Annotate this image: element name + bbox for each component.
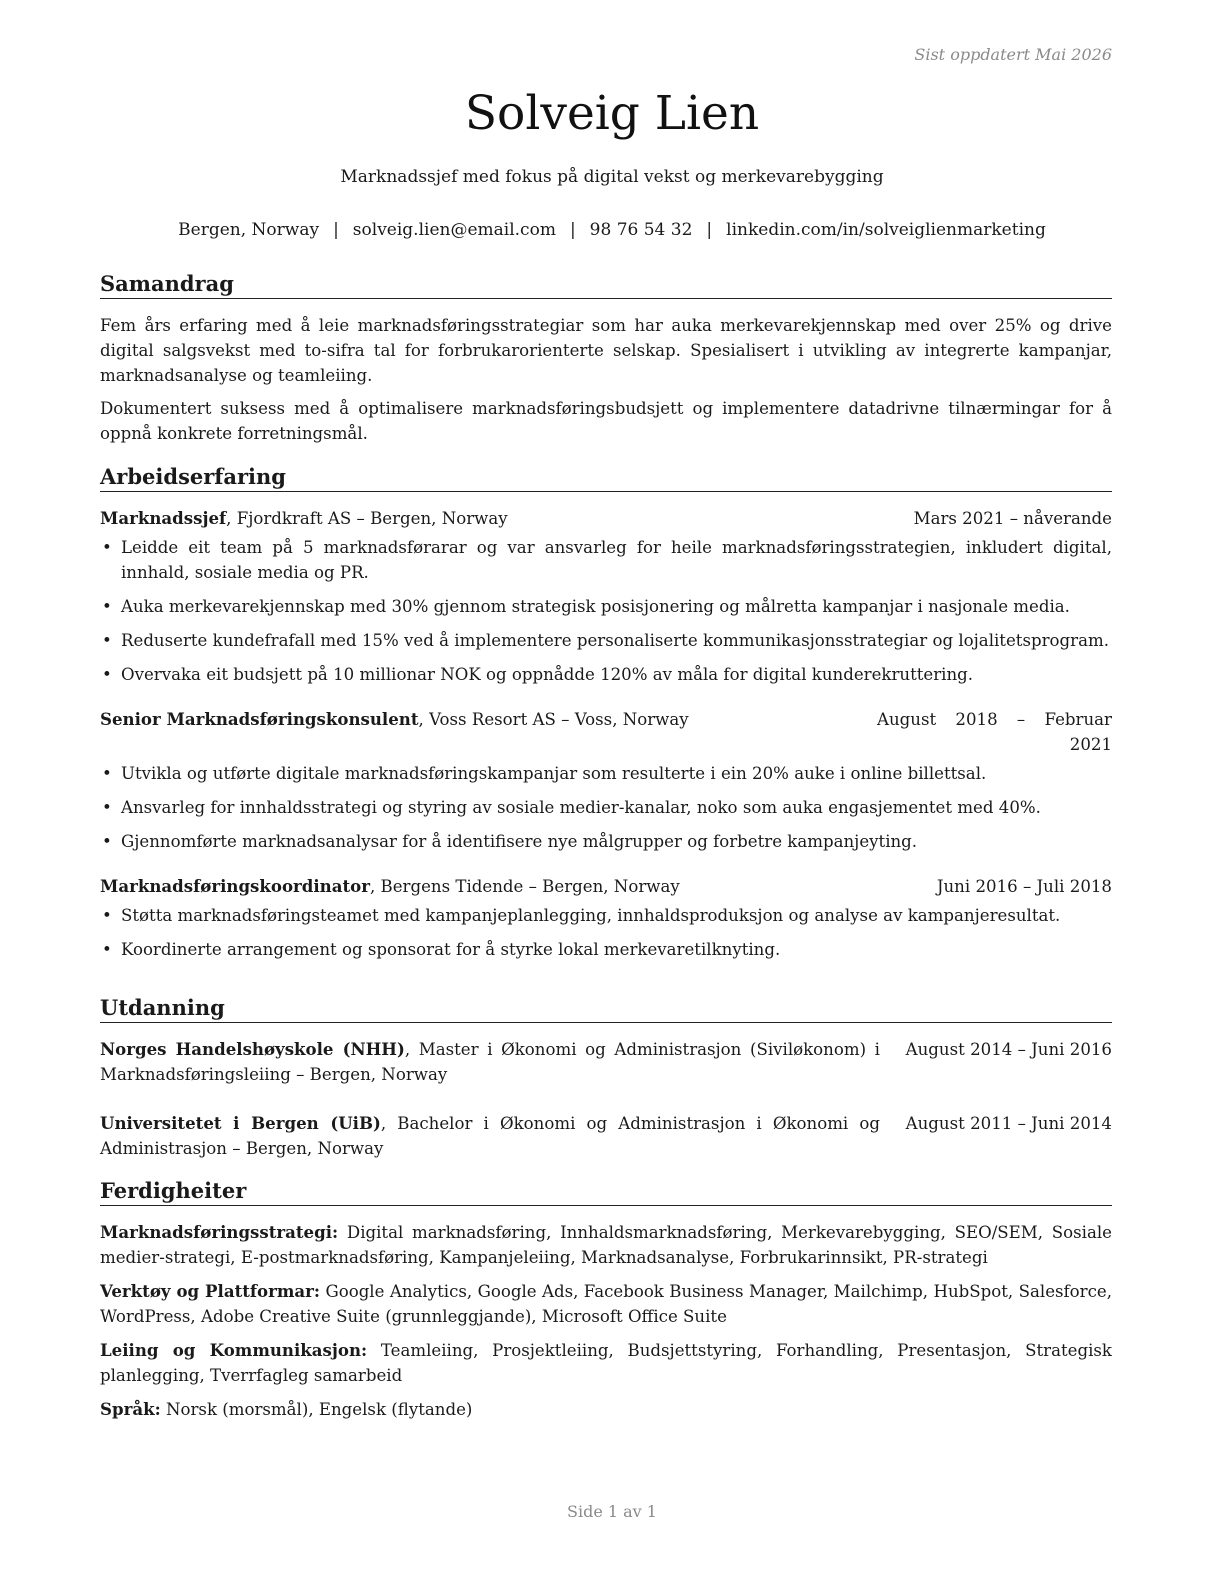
job-role: Marknadssjef	[100, 508, 227, 528]
education-entry	[100, 1111, 1112, 1161]
job-entry	[100, 874, 1112, 962]
education-section	[100, 995, 1112, 1161]
bullet-text: Utvikla og utførte digitale marknadsføringskampanjar som resulterte i ein 20% auke i online billettsal.	[121, 764, 987, 783]
bullet-text: Leidde eit team på 5 marknadsførarar og var ansvarleg for heile marknadsføringsstrategien, inkludert digital, innhald, sosiale media og PR.	[121, 538, 1112, 582]
list-item	[100, 829, 1112, 854]
bullet-text: Auka merkevarekjennskap med 30% gjennom strategisk posisjonering og målretta kampanjar i nasjonale media.	[121, 597, 1070, 616]
job-header	[100, 707, 1112, 757]
summary-paragraph: Fem års erfaring med å leie marknadsføringsstrategiar som har auka merkevarekjennskap med over 25% og drive digital salgsvekst med to-sifra tal for forbrukarorienterte selskap. Spesialisert i utvikling av integrerte kampanjar, marknadsanalyse og teamleiing.	[100, 316, 1112, 385]
skill-text: Teamleiing, Prosjektleiing, Budsjettstyring, Forhandling, Presentasjon, Strategisk planlegging, Tverrfagleg samarbeid	[100, 1341, 1112, 1385]
list-item	[100, 795, 1112, 820]
skill-group	[100, 1279, 1112, 1329]
bullet-icon: •	[102, 597, 112, 616]
job-dates: Mars 2021 – nåverande	[913, 509, 1112, 528]
job-dates	[877, 707, 1112, 757]
bullet-icon: •	[102, 631, 112, 650]
bullet-icon: •	[102, 538, 112, 557]
bullet-icon: •	[102, 906, 112, 925]
skill-group	[100, 1338, 1112, 1388]
bullet-text: Gjennomførte marknadsanalysar for å identifisere nye målgrupper og forbetre kampanjeyting.	[121, 832, 918, 851]
contact-phone: 98 76 54 32	[589, 220, 693, 240]
education-detail: , Master i Økonomi og Administrasjon (Siviløkonom) i Marknadsføringsleiing – Bergen, Norway	[100, 1040, 880, 1084]
list-item	[100, 761, 1112, 786]
education-detail: , Bachelor i Økonomi og Administrasjon i Økonomi og Administrasjon – Bergen, Norway	[100, 1114, 881, 1158]
job-bullets	[100, 903, 1112, 962]
candidate-name: Solveig Lien	[464, 86, 760, 141]
bullet-icon: •	[102, 832, 112, 851]
last-updated-note: Sist oppdatert Mai 2026	[914, 45, 1112, 64]
job-role: Marknadsføringskoordinator	[100, 876, 370, 896]
contact-separator: |	[706, 220, 713, 240]
skill-label: Verktøy og Plattformar:	[100, 1281, 321, 1301]
job-dates: Juni 2016 – Juli 2018	[936, 877, 1112, 896]
job-role: Senior Marknadsføringskonsulent	[100, 709, 419, 729]
contact-linkedin[interactable]: linkedin.com/in/solveiglienmarketing	[726, 220, 1046, 240]
bullet-text: Støtta marknadsføringsteamet med kampanjeplanlegging, innhaldsproduksjon og analyse av kampanjeresultat.	[121, 906, 1061, 925]
skill-text: Digital marknadsføring, Innhaldsmarknadsføring, Merkevarebygging, SEO/SEM, Sosiale medier-strategi, E-postmarknadsføring, Kampanjeleiing, Marknadsanalyse, Forbrukarinnsikt, PR-strategi	[100, 1223, 1112, 1267]
list-item	[100, 662, 1112, 687]
job-header	[100, 874, 1112, 899]
bullet-icon: •	[102, 764, 112, 783]
skills-section	[100, 1178, 1112, 1431]
job-org: , Voss Resort AS – Voss, Norway	[418, 710, 689, 729]
summary-paragraph: Dokumentert suksess med å optimalisere marknadsføringsbudsjett og implementere datadrivne tilnærmingar for å oppnå konkrete forretningsmål.	[100, 399, 1112, 443]
education-institution	[100, 1111, 880, 1161]
skill-group	[100, 1220, 1112, 1270]
bullet-text: Reduserte kundefrafall med 15% ved å implementere personaliserte kommunikasjonsstrategiar og lojalitetsprogram.	[121, 631, 1109, 650]
skills-heading: Ferdigheiter	[100, 1178, 1112, 1206]
job-org: , Bergens Tidende – Bergen, Norway	[369, 877, 680, 896]
skill-label: Språk:	[100, 1399, 161, 1419]
list-item	[100, 628, 1112, 653]
job-entry	[100, 506, 1112, 687]
summary-heading: Samandrag	[100, 271, 1112, 299]
education-dates: August 2011 – Juni 2014	[905, 1114, 1112, 1133]
summary-section	[100, 271, 1112, 454]
skill-label: Marknadsføringsstrategi:	[100, 1222, 339, 1242]
job-title	[100, 506, 508, 531]
education-school: Universitetet i Bergen (UiB)	[100, 1113, 381, 1133]
skill-group	[100, 1397, 1112, 1422]
job-title	[100, 707, 689, 757]
job-entry	[100, 707, 1112, 854]
skill-label: Leiing og Kommunikasjon:	[100, 1340, 368, 1360]
bullet-text: Ansvarleg for innhaldsstrategi og styring av sosiale medier-kanalar, noko som auka engasjementet med 40%.	[121, 798, 1041, 817]
job-dates-line: August 2018 – Februar	[876, 710, 1112, 729]
skill-text: Google Analytics, Google Ads, Facebook Business Manager, Mailchimp, HubSpot, Salesforce, WordPress, Adobe Creative Suite (grunnleggjande), Microsoft Office Suite	[100, 1282, 1112, 1326]
education-institution	[100, 1037, 880, 1087]
skill-text: Norsk (morsmål), Engelsk (flytande)	[160, 1400, 473, 1419]
contact-line	[0, 220, 1224, 240]
list-item	[100, 594, 1112, 619]
contact-email[interactable]: solveig.lien@email.com	[352, 220, 556, 240]
job-org: , Fjordkraft AS – Bergen, Norway	[226, 509, 508, 528]
list-item	[100, 937, 1112, 962]
education-entry	[100, 1037, 1112, 1087]
job-bullets	[100, 535, 1112, 687]
job-dates-line: 2021	[1069, 735, 1112, 754]
candidate-tagline: Marknadssjef med fokus på digital vekst og merkevarebygging	[340, 167, 884, 187]
page-number: Side 1 av 1	[567, 1502, 657, 1521]
experience-heading: Arbeidserfaring	[100, 464, 1112, 492]
bullet-icon: •	[102, 940, 112, 959]
list-item	[100, 535, 1112, 585]
contact-location: Bergen, Norway	[178, 220, 320, 240]
bullet-text: Overvaka eit budsjett på 10 millionar NOK og oppnådde 120% av måla for digital kunderekruttering.	[121, 665, 974, 684]
bullet-icon: •	[102, 665, 112, 684]
education-school: Norges Handelshøyskole (NHH)	[100, 1039, 405, 1059]
contact-separator: |	[333, 220, 339, 240]
contact-separator: |	[569, 220, 576, 240]
list-item	[100, 903, 1112, 928]
experience-section	[100, 464, 1112, 971]
job-header	[100, 506, 1112, 531]
bullet-icon: •	[102, 798, 112, 817]
job-bullets	[100, 761, 1112, 854]
education-dates: August 2014 – Juni 2016	[905, 1040, 1112, 1059]
education-heading: Utdanning	[100, 995, 1112, 1023]
job-title	[100, 874, 680, 899]
bullet-text: Koordinerte arrangement og sponsorat for å styrke lokal merkevaretilknyting.	[121, 940, 781, 959]
